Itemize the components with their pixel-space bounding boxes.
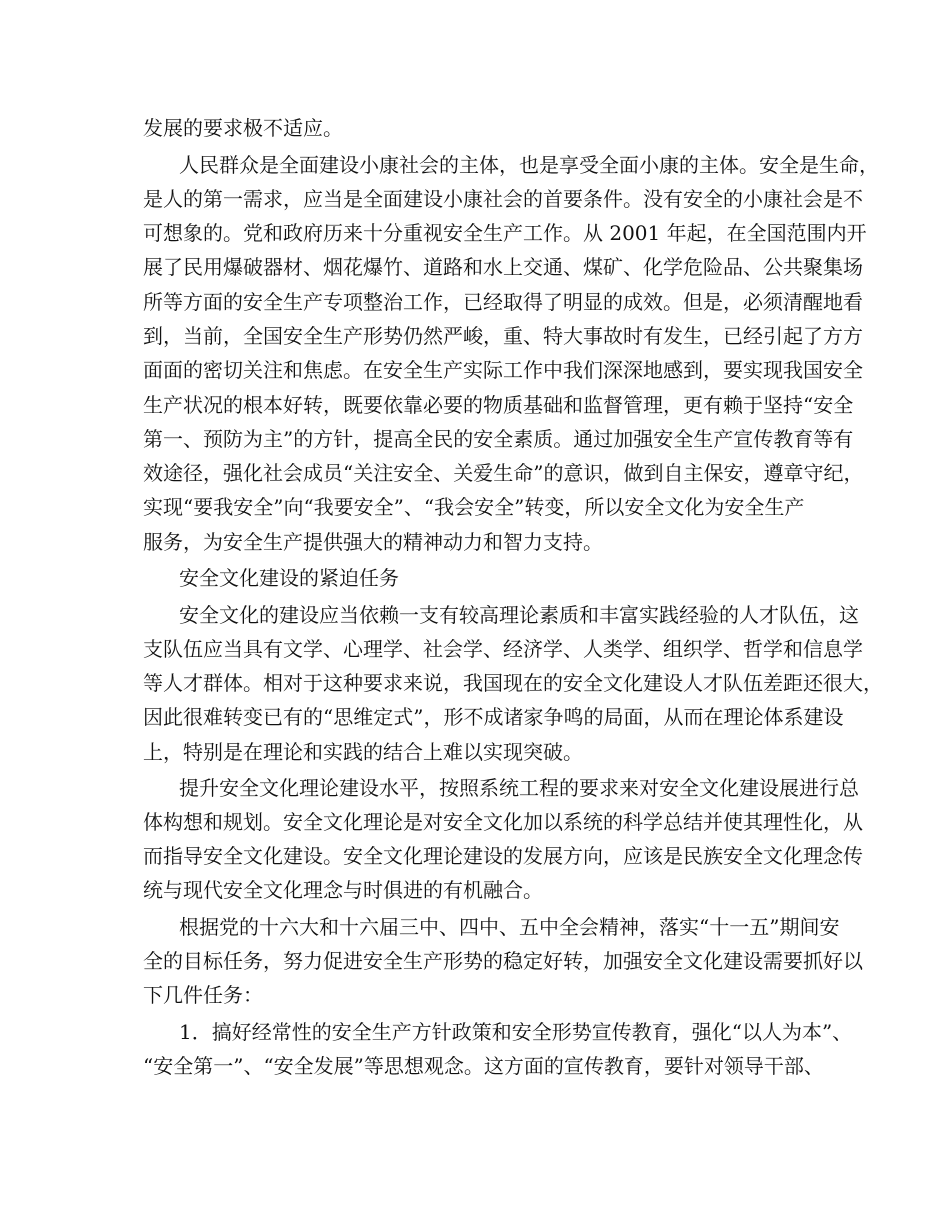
list-item-first-line: 1．搞好经常性的安全生产方针政策和安全形势宣传教育，强化“以人为本”、: [179, 1020, 853, 1044]
text-line: 服务，为安全生产提供强大的精神动力和智力支持。: [143, 530, 603, 554]
text-line: 支队伍应当具有文学、心理学、社会学、经济学、人类学、组织学、哲学和信息学: [143, 637, 863, 661]
text-line: 等人才群体。相对于这种要求来说，我国现在的安全文化建设人才队伍差距还很大，: [143, 671, 883, 695]
paragraph-first-line: 安全文化的建设应当依赖一支有较高理论素质和丰富实践经验的人才队伍，这: [179, 603, 859, 627]
text-line: 面面的密切关注和焦虑。在安全生产实际工作中我们深深地感到，要实现我国安全: [143, 358, 863, 382]
text-line: 上，特别是在理论和实践的结合上难以实现突破。: [143, 740, 583, 764]
paragraph-first-line: 根据党的十六大和十六届三中、四中、五中全会精神，落实“十一五”期间安: [179, 915, 840, 939]
text-line: 效途径，强化社会成员“关注安全、关爱生命”的意识，做到自主保安，遵章守纪，: [143, 461, 864, 485]
text-line: 体构想和规划。安全文化理论是对安全文化加以系统的科学总结并使其理性化，从: [143, 810, 863, 834]
text-line: 第一、预防为主”的方针，提高全民的安全素质。通过加强安全生产宣传教育等有: [143, 427, 854, 451]
text-line: 因此很难转变已有的“思维定式”，形不成诸家争鸣的局面，从而在理论体系建设: [143, 705, 844, 729]
text-line: 下几件任务：: [143, 983, 263, 1007]
text-line: 实现“要我安全”向“我要安全”、“我会安全”转变，所以安全文化为安全生产: [143, 495, 805, 519]
text-line: 全的目标任务，努力促进安全生产形势的稳定好转，加强安全文化建设需要抓好以: [143, 949, 863, 973]
text-line: 发展的要求极不适应。: [143, 116, 343, 140]
paragraph-first-line: 人民群众是全面建设小康社会的主体，也是享受全面小康的主体。安全是生命，: [179, 153, 879, 177]
text-line: 生产状况的根本好转，既要依靠必要的物质基础和监督管理，更有赖于坚持“安全: [143, 393, 854, 417]
text-line: 所等方面的安全生产专项整治工作，已经取得了明显的成效。但是，必须清醒地看: [143, 290, 863, 314]
text-line: 而指导安全文化建设。安全文化理论建设的发展方向，应该是民族安全文化理念传: [143, 844, 863, 868]
text-line: 统与现代安全文化理念与时俱进的有机融合。: [143, 878, 543, 902]
section-heading: 安全文化建设的紧迫任务: [179, 566, 399, 590]
text-line: 是人的第一需求，应当是全面建设小康社会的首要条件。没有安全的小康社会是不: [143, 187, 863, 211]
text-line: 展了民用爆破器材、烟花爆竹、道路和水上交通、煤矿、化学危险品、公共聚集场: [143, 255, 863, 279]
text-line: “安全第一”、“安全发展”等思想观念。这方面的宣传教育，要针对领导干部、: [143, 1054, 824, 1078]
text-line: 可想象的。党和政府历来十分重视安全生产工作。从 2001 年起，在全国范围内开: [143, 221, 867, 245]
text-line: 到，当前，全国安全生产形势仍然严峻，重、特大事故时有发生，已经引起了方方: [143, 324, 863, 348]
paragraph-first-line: 提升安全文化理论建设水平，按照系统工程的要求来对安全文化建设展进行总: [179, 776, 859, 800]
